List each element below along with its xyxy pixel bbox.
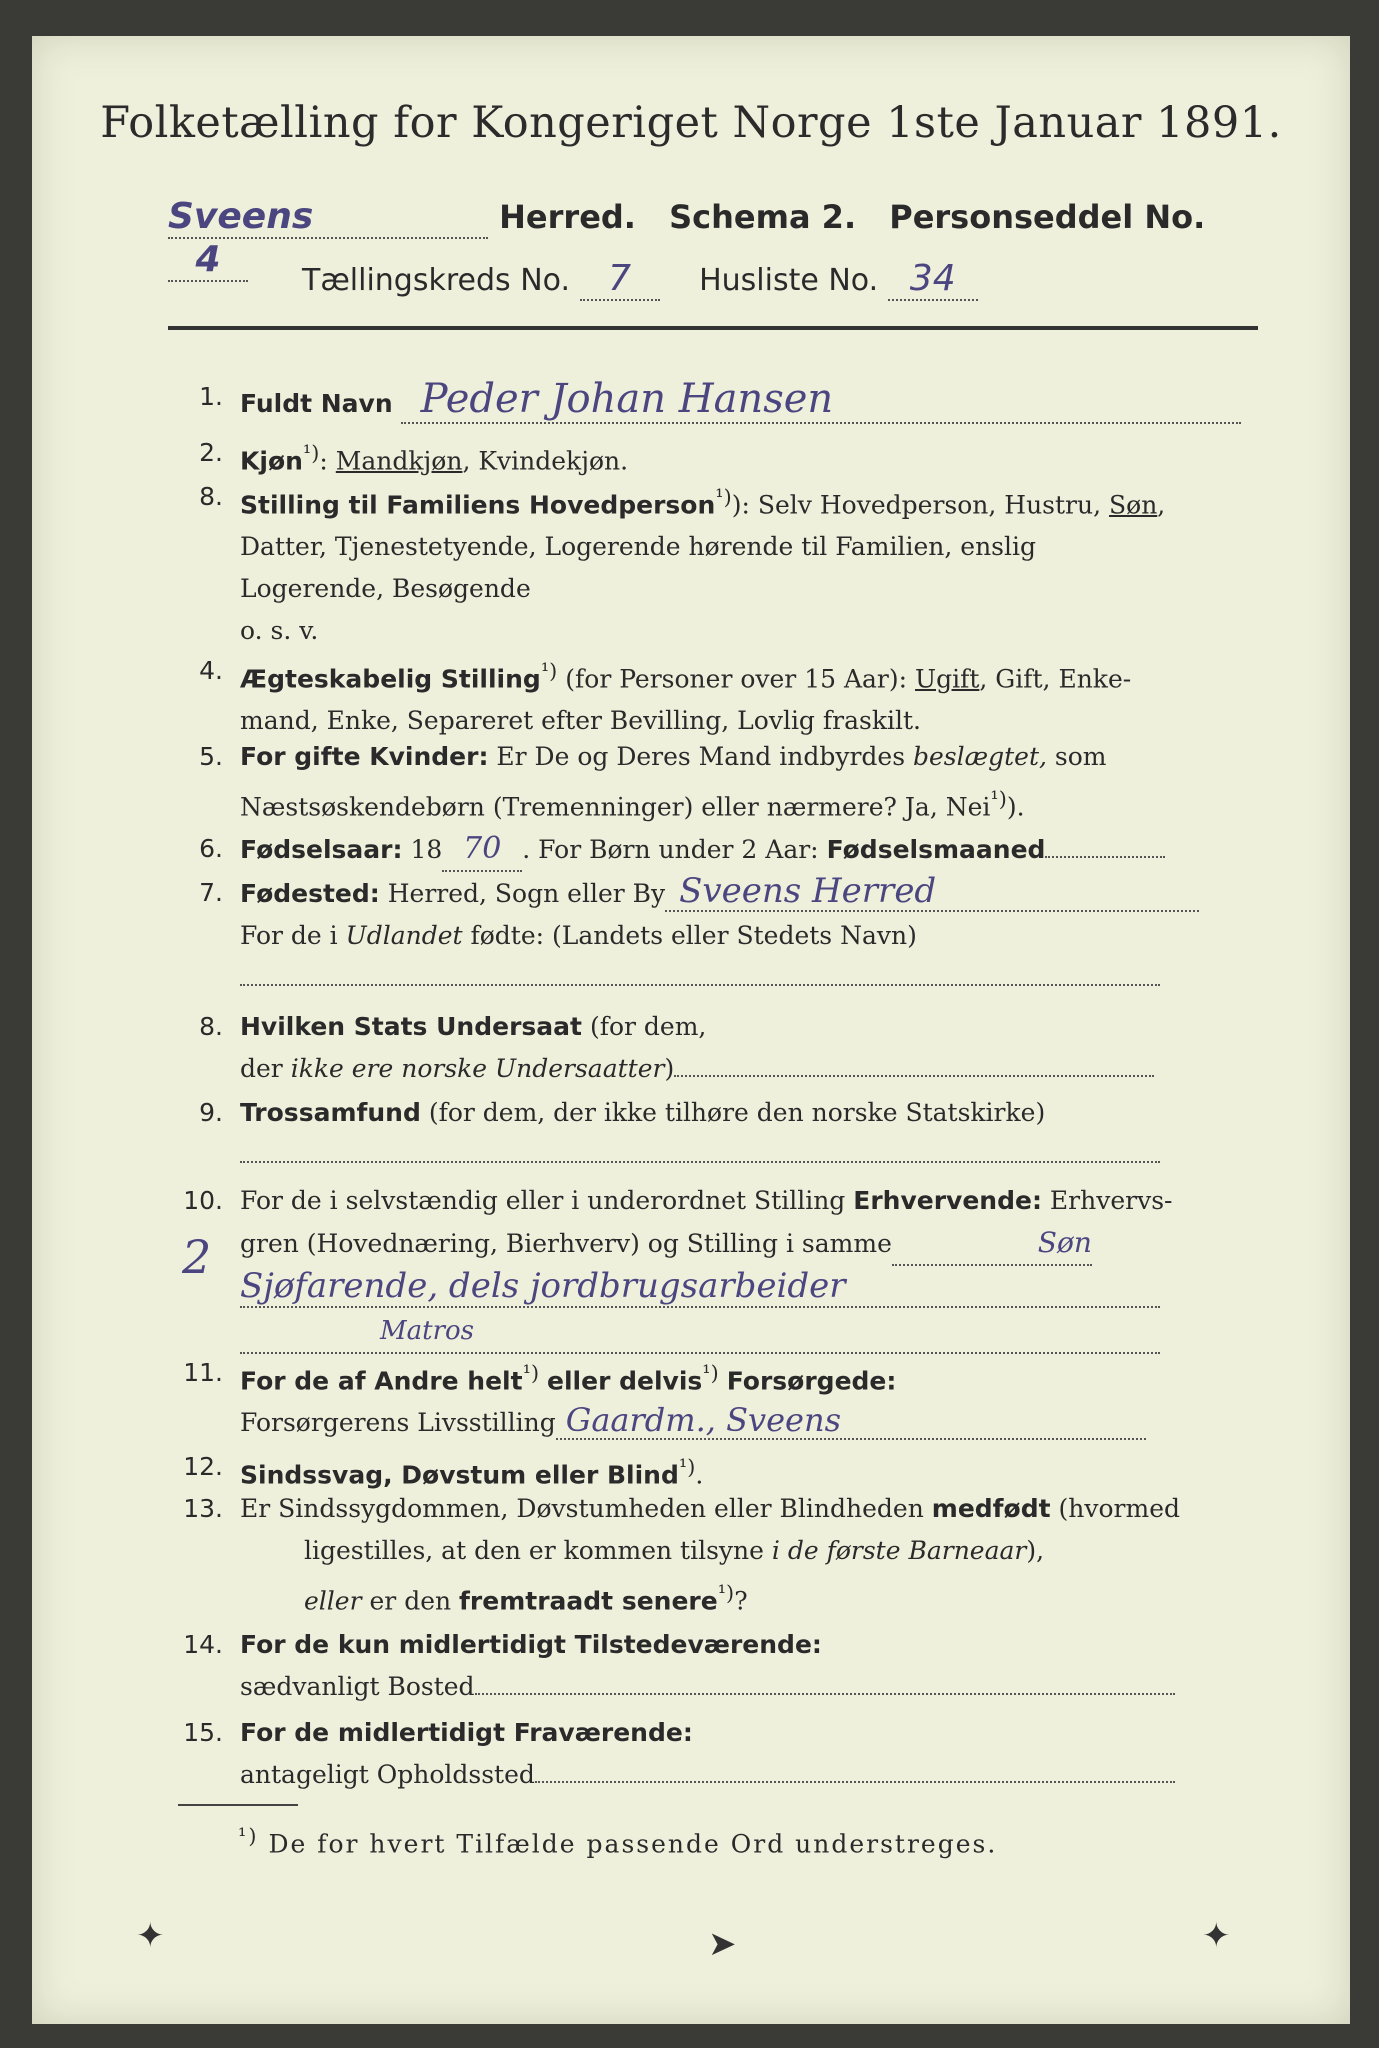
header-rule (168, 326, 1258, 330)
item-text: Fødselsmaaned (826, 835, 1046, 864)
footnote-mark: ¹) (238, 1824, 259, 1848)
item-10-occupation (168, 1180, 1268, 1350)
form-title: Folketælling for Kongeriget Norge 1ste Januar 1891. (100, 98, 1282, 148)
footnote-ref: ¹) (678, 1455, 696, 1479)
item-text: , Gift, Enke- (979, 664, 1132, 694)
item-number: 15. (183, 1718, 223, 1747)
item-text: For Børn under 2 Aar: (538, 835, 819, 864)
item-text: fremtraadt senere (459, 1586, 718, 1616)
item-label: Kjøn (240, 446, 303, 476)
occupation-answer-son: Søn (892, 1222, 1092, 1266)
header-line-taellingskreds (302, 258, 1202, 308)
occupation-answer-rank: Matros (240, 1310, 1160, 1354)
item-number: 12. (183, 1452, 223, 1481)
item-text: Forsørgede: (726, 1366, 897, 1396)
item-label: Sindssvag, Døvstum eller Blind (240, 1460, 679, 1490)
item-label: For de af Andre helt (240, 1366, 523, 1396)
item-4-marital-status (168, 650, 1268, 740)
personseddel-number: 4 (168, 239, 248, 282)
item-text: Er Sindssygdommen, Døvstumheden eller Blindheden (240, 1494, 924, 1523)
gender-male-underlined: Mandkjøn (335, 446, 463, 476)
item-text: (for Personer over 15 Aar): (565, 664, 908, 694)
item-number: 7. (199, 878, 223, 907)
item-label: Erhvervende: (853, 1186, 1042, 1215)
footnote-ref: ¹) (715, 485, 732, 509)
item-label: Stilling til Familiens Hovedperson (240, 490, 716, 520)
item-8-nationality: 8. Hvilken Stats Undersaat (for dem, der ikke ere norske Undersaatter) (168, 1006, 1268, 1096)
item-text: ligestilles, at den er kommen tilsyne (304, 1536, 764, 1565)
item-label: Hvilken Stats Undersaat (240, 1012, 582, 1041)
item-text: antageligt Opholdssted (240, 1760, 535, 1789)
item-text: sædvanligt Bosted (240, 1672, 475, 1701)
taellingskreds-number: 7 (580, 258, 660, 301)
item-3-family-position: 8. Stilling til Familiens Hovedperson$^{^1)}$): Selv Hovedperson, Hustru, Søn, Datter, Tjenestetyende, Logerende hørende til Familien, enslig Logerende, Besøgende o. s. v. (168, 476, 1268, 656)
full-name-answer: Peder Johan Hansen (401, 376, 1241, 424)
item-label: Fødselsaar: (240, 835, 403, 864)
birth-year-answer: 70 (442, 828, 522, 872)
item-text: o. s. v. (240, 616, 319, 646)
item-1-full-name (168, 376, 1268, 436)
item-15-temporary-absent (168, 1712, 1268, 1802)
item-text: Erhvervs- (1049, 1186, 1173, 1215)
item-text: mand, Enke, Separeret efter Bevilling, Lovlig fraskilt. (240, 706, 921, 736)
item-text: Selv Hovedperson, Hustru, (757, 490, 1102, 520)
item-label: Fuldt Navn (240, 389, 393, 418)
item-number: 2. (199, 438, 223, 467)
item-number: 11. (183, 1358, 223, 1387)
item-text: (hvormed (1058, 1494, 1181, 1523)
footnote-ref: ¹) (522, 1361, 540, 1385)
item-number: 9. (199, 1098, 223, 1127)
item-label: For de kun midlertidigt Tilstedeværende: (240, 1630, 822, 1659)
item-text: ikke ere norske Undersaatter (290, 1054, 665, 1083)
item-9-religion (168, 1092, 1268, 1182)
item-13-congenital: 13. Er Sindssygdommen, Døvstumheden eller Blindheden medfødt (hvormed ligestilles, at den er kommen tilsyne i de første Barneaar), eller er den fremtraadt senere$^{^1)}$? (168, 1488, 1268, 1628)
item-label: Ægteskabelig Stilling (240, 664, 541, 694)
item-14-temporary-present (168, 1624, 1268, 1714)
item-number: 10. (183, 1186, 223, 1215)
item-text: er den (369, 1586, 452, 1616)
item-text: Datter, Tjenestetyende, Logerende hørende til Familien, enslig (240, 532, 1037, 562)
herred-label: Herred. (499, 198, 636, 236)
registration-mark-right: ✦ (1202, 1916, 1231, 1956)
census-form-sheet: Folketælling for Kongeriget Norge 1ste Januar 1891. Sveens Herred. Schema 2. Personseddel No. 4 Tællingskreds No. 7 Husliste No. 34 1. Fuldt Navn Peder Johan Hansen 2. Kjøn$^{^1)}$: Mandkjøn, Kvindekjøn. 8. Stilling til Familiens Hovedperson$^{^1)}$): Selv Hovedperson, Hustru, Søn, Datter, Tjenestetyende, Logerende hørende til Familien, enslig Logerende, Besøgende o. s. v. 4. Ægteskabelig Stilling$^{^1)}$ (for Personer over 15 Aar): Ugift, Gift, Enke- mand, Enke, Separeret efter Bevilling, Lovlig fraskilt. 5. For gifte Kvinder: Er De og Deres Mand indbyrdes beslægtet, som Næstsøskendebørn (Tremenninger) eller nærmere? Ja, Nei$^{^1)}$). 6. Fødselsaar: 18 70 . For Børn under 2 Aar: Fødselsmaaned 7. Fødested: Herred, Sogn eller By Sveens Herred For de i Udlandet fødte: (Landets eller Stedets Navn) 8. Hvilken Stats Undersaat (for dem, der ikke ere norske Undersaatter) 9. Trossamfund (for dem, der ikke tilhøre den norske Statskirke) 10. 2 For de i selvstændig eller i underordnet Stilling Erhvervende: Erhvervs- gren (Hovednæring, Bierhverv) og Stilling i samme Søn Sjøfarende, dels jordbrugsarbeider Matros 11. For de af Andre helt$^{^1)}$ eller delvis$^{^1)}$ Forsørgede: Forsørgerens Livsstilling Gaardm., Sveens 12. Sindssvag, Døvstum eller Blind$^{^1)}$. 13. Er Sindssygdommen, Døvstumheden eller Blindheden medfødt (hvormed ligestilles, at den er kommen tilsyne i de første Barneaar), eller er den fremtraadt senere$^{^1)}$? 14. For de kun midlertidigt Tilstedeværende: sædvanligt Bosted 15. For de midlertidigt Fraværende: antageligt Opholdssted $^{^1)}$ De for hvert Tilfælde passende Ord understreges. ✦ ➤ ✦ (32, 36, 1350, 2024)
item-text: Udlandet (345, 921, 463, 950)
item-label: For gifte Kvinder: (240, 742, 489, 771)
registration-mark-center: ➤ (708, 1924, 737, 1964)
item-label: Trossamfund (240, 1098, 421, 1127)
footnote-ref: ¹) (990, 787, 1007, 811)
footnote-ref: ¹) (717, 1581, 735, 1605)
item-text: For de i (240, 921, 338, 950)
item-text: For de i selvstændig eller i underordnet Stilling (240, 1186, 846, 1215)
item-label: medfødt (931, 1494, 1051, 1523)
item-label: For de midlertidigt Fraværende: (240, 1718, 693, 1747)
item-number: 5. (199, 742, 223, 771)
marital-unmarried-underlined: Ugift (915, 664, 980, 694)
provider-occupation-answer: Gaardm., Sveens (556, 1402, 1146, 1440)
item-5-married-women: 5. For gifte Kvinder: Er De og Deres Mand indbyrdes beslægtet, som Næstsøskendebørn (Tremenninger) eller nærmere? Ja, Nei$^{^1)}$). (168, 736, 1268, 826)
footnote-ref: ¹) (702, 1361, 719, 1385)
item-text: beslægtet, (913, 742, 1047, 771)
footnote-rule (178, 1804, 298, 1806)
item-text: i de første Barneaar (771, 1536, 1027, 1565)
gender-options: , Kvindekjøn. (462, 446, 629, 476)
item-text: eller (304, 1586, 362, 1616)
taellingskreds-label: Tællingskreds No. (302, 263, 570, 298)
item-text: som (1054, 742, 1107, 771)
item-text: Forsørgerens Livsstilling (240, 1408, 556, 1438)
item-text: Herred, Sogn eller By (387, 879, 666, 908)
item-text: Logerende, Besøgende (240, 574, 531, 604)
item-text: der (240, 1054, 283, 1083)
schema-label: Schema 2. (669, 198, 857, 236)
husliste-number: 34 (888, 258, 978, 301)
item-text: eller delvis (547, 1366, 703, 1396)
personseddel-label: Personseddel No. (889, 198, 1206, 236)
footnote-text: De for hvert Tilfælde passende Ord understreges. (268, 1829, 998, 1859)
birth-year-prefix: 18 (410, 835, 443, 864)
position-son-underlined: Søn (1109, 490, 1158, 520)
item-number: 13. (183, 1494, 223, 1523)
footnote-ref: ¹) (540, 659, 558, 683)
item-text: (for dem, (589, 1012, 707, 1041)
item-label: Fødested: (240, 879, 380, 908)
item-11-dependents (168, 1352, 1268, 1442)
item-number: 8. (199, 1012, 223, 1041)
birthplace-answer: Sveens Herred (665, 872, 1199, 912)
item-text: Næstsøskendebørn (Tremenninger) eller nærmere? Ja, Nei (240, 792, 991, 822)
item-number: 4. (199, 656, 223, 685)
item-number: 6. (199, 834, 223, 863)
footnote-ref: ¹) (302, 441, 320, 465)
item-text: Er De og Deres Mand indbyrdes (496, 742, 906, 771)
footnote (238, 1824, 997, 1858)
item-number: 14. (183, 1630, 223, 1659)
item-number: 8. (199, 482, 223, 511)
margin-mark: 2 (182, 1230, 212, 1284)
occupation-answer-main: Sjøfarende, dels jordbrugsarbeider (240, 1266, 1160, 1308)
herred-handwritten: Sveens (168, 196, 488, 239)
registration-mark-left: ✦ (136, 1916, 165, 1956)
item-text: (for dem, der ikke tilhøre den norske Statskirke) (428, 1098, 1046, 1127)
item-7-birthplace (168, 872, 1268, 1012)
item-text: gren (Hovednæring, Bierhverv) og Stilling i samme (240, 1229, 892, 1258)
item-number: 1. (199, 382, 223, 411)
item-text: fødte: (Landets eller Stedets Navn) (470, 921, 917, 950)
husliste-label: Husliste No. (699, 263, 879, 298)
